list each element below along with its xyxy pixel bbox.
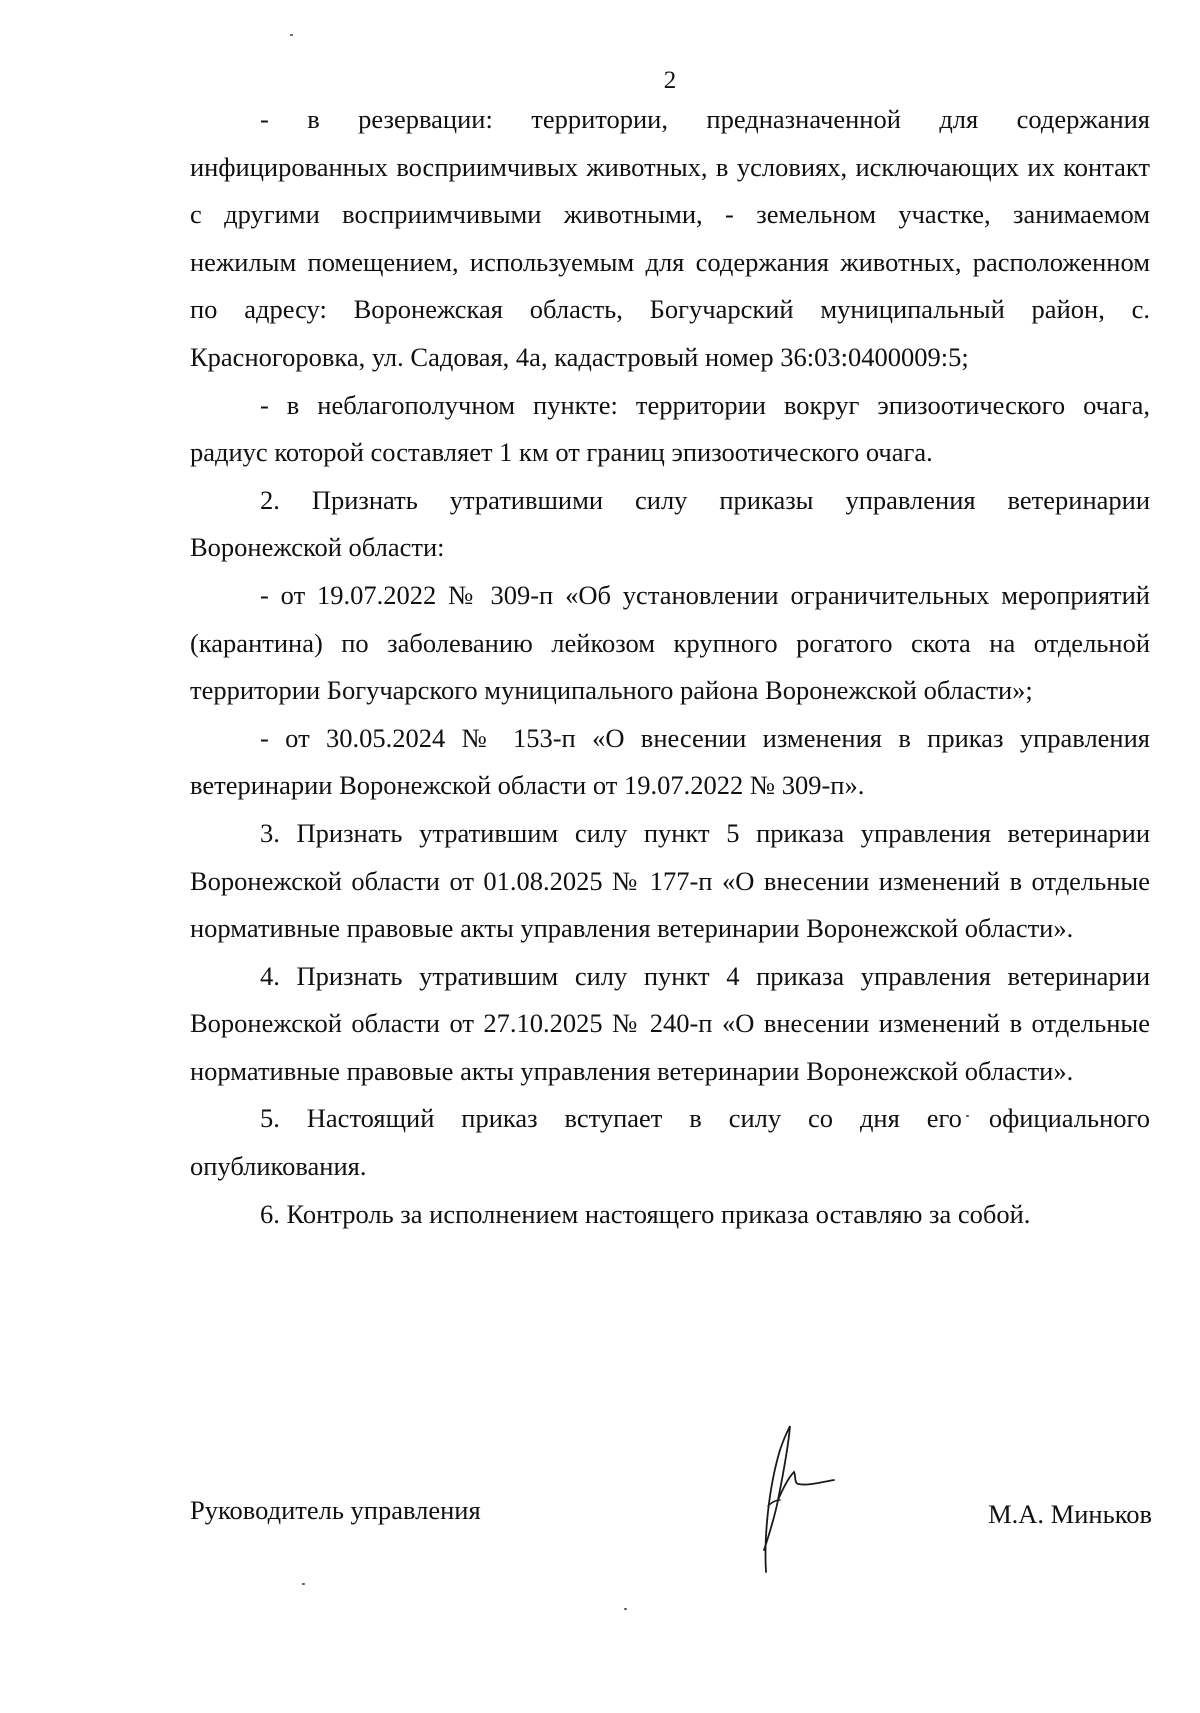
signer-position: Руководитель управления xyxy=(190,1495,481,1525)
scan-speck xyxy=(290,34,293,36)
document-body xyxy=(190,96,1150,1238)
handwritten-signature xyxy=(738,1420,838,1580)
paragraph-item-5: 5. Настоящий приказ вступает в силу со дня его официального опубликования. xyxy=(190,1103,1150,1182)
signature-block xyxy=(0,1494,1200,1634)
paragraph-item-2-order-309: - от 19.07.2022 № 309-п «Об установлении ограничительных мероприятий (карантина) по заболеванию лейкозом крупного рогатого скота на отдельной территории Богучарского муниципального района Воронежской области»; xyxy=(190,579,1150,706)
page-number: 2 xyxy=(663,67,677,94)
paragraph-item-2-order-153: - от 30.05.2024 № 153-п «О внесении изменения в приказ управления ветеринарии Воронежской области от 19.07.2022 № 309-п». xyxy=(190,722,1150,801)
paragraph-item-3: 3. Признать утратившим силу пункт 5 приказа управления ветеринарии Воронежской области от 01.08.2025 № 177-п «О внесении изменений в отдельные нормативные правовые акты управления ветеринарии Воронежской области». xyxy=(190,817,1150,944)
signer-name: М.А. Миньков xyxy=(988,1499,1152,1529)
paragraph-item-4: 4. Признать утратившим силу пункт 4 приказа управления ветеринарии Воронежской области от 27.10.2025 № 240-п «О внесении изменений в отдельные нормативные правовые акты управления ветеринарии Воронежской области». xyxy=(190,960,1150,1086)
paragraph-item-6: 6. Контроль за исполнением настоящего приказа оставляю за собой. xyxy=(260,1198,1031,1229)
paragraph-unfavorable-point: - в неблагополучном пункте: территории вокруг эпизоотического очага, радиус которой составляет 1 км от границ эпизоотического очага. xyxy=(190,389,1150,468)
paragraph-reservation: - в резервации: территории, предназначенной для содержания инфицированных восприимчивых животных, в условиях, исключающих их контакт с другими восприимчивыми животными, - земельном участке, занимаемом нежилым помещением, используемым для содержания животных, расположенном по адресу: Воронежская область, Богучарский муниципальный район, с. Красногоровка, ул. Садовая, 4а, кадастровый номер 36:03:0400009:5; xyxy=(190,104,1150,372)
paragraph-item-2: 2. Признать утратившими силу приказы управления ветеринарии Воронежской области: xyxy=(190,484,1150,563)
